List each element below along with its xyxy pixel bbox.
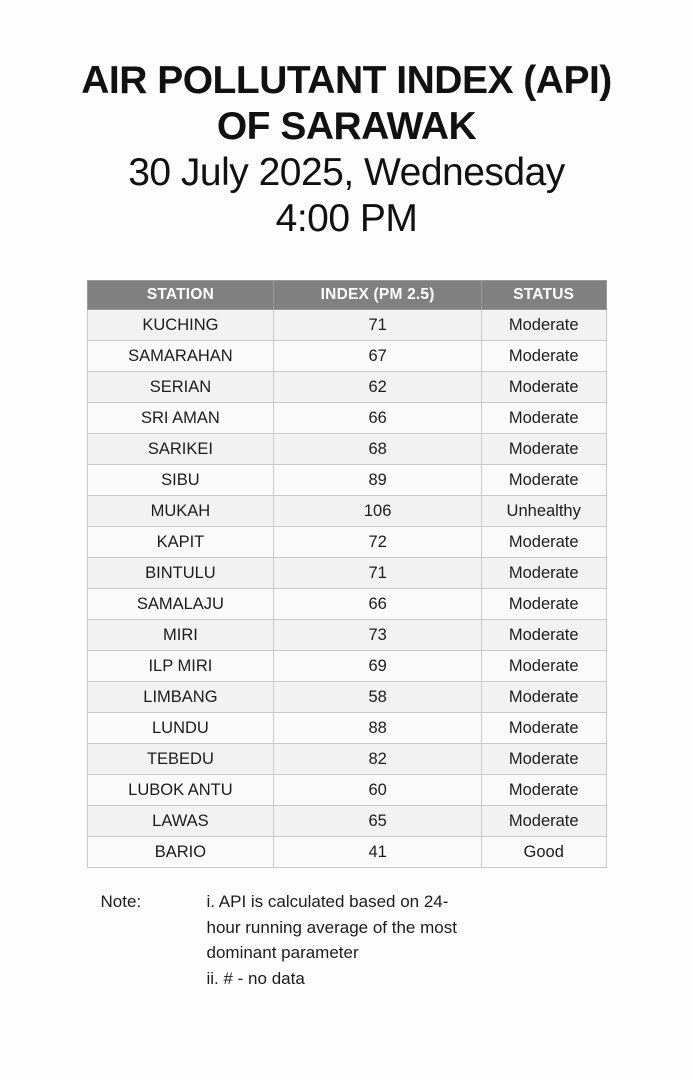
cell-index: 66 [274, 403, 482, 434]
table-row [87, 341, 606, 372]
table-row [87, 558, 606, 589]
cell-station: BINTULU [87, 558, 274, 589]
table-row [87, 589, 606, 620]
table-row [87, 620, 606, 651]
page-title [0, 0, 693, 242]
table-row [87, 682, 606, 713]
cell-index: 82 [274, 744, 482, 775]
table-row [87, 775, 606, 806]
title-date: 30 July 2025, Wednesday [128, 151, 565, 195]
table-row [87, 837, 606, 868]
table-row [87, 403, 606, 434]
note-line: i. API is calculated based on 24- [206, 892, 449, 912]
cell-station: SAMALAJU [87, 589, 274, 620]
cell-status: Unhealthy [481, 496, 606, 527]
cell-status: Moderate [481, 744, 606, 775]
cell-status: Good [481, 837, 606, 868]
column-header-index: INDEX (PM 2.5) [274, 281, 482, 310]
table-row [87, 310, 606, 341]
cell-station: ILP MIRI [87, 651, 274, 682]
cell-index: 60 [274, 775, 482, 806]
note-label: Note: [100, 892, 142, 912]
cell-station: SRI AMAN [87, 403, 274, 434]
table-row [87, 527, 606, 558]
cell-station: LIMBANG [87, 682, 274, 713]
cell-status: Moderate [481, 713, 606, 744]
cell-index: 89 [274, 465, 482, 496]
table-row [87, 713, 606, 744]
cell-status: Moderate [481, 682, 606, 713]
table-row [87, 496, 606, 527]
cell-status: Moderate [481, 341, 606, 372]
cell-status: Moderate [481, 589, 606, 620]
cell-index: 106 [274, 496, 482, 527]
column-header-station: STATION [87, 281, 274, 310]
cell-station: KUCHING [87, 310, 274, 341]
cell-status: Moderate [481, 403, 606, 434]
api-table-wrapper [87, 280, 607, 868]
cell-index: 71 [274, 558, 482, 589]
cell-status: Moderate [481, 775, 606, 806]
note-line: ii. # - no data [206, 968, 305, 988]
cell-index: 71 [274, 310, 482, 341]
cell-index: 65 [274, 806, 482, 837]
note-body [207, 890, 607, 993]
table-row [87, 434, 606, 465]
cell-status: Moderate [481, 620, 606, 651]
cell-station: SAMARAHAN [87, 341, 274, 372]
cell-index: 66 [274, 589, 482, 620]
table-body [87, 310, 606, 868]
cell-index: 69 [274, 651, 482, 682]
cell-status: Moderate [481, 310, 606, 341]
cell-status: Moderate [481, 372, 606, 403]
cell-station: LAWAS [87, 806, 274, 837]
title-time: 4:00 PM [275, 197, 418, 241]
table-row [87, 744, 606, 775]
note-block [87, 890, 607, 993]
table-row [87, 372, 606, 403]
api-table [87, 280, 607, 868]
cell-station: MIRI [87, 620, 274, 651]
cell-index: 72 [274, 527, 482, 558]
cell-station: SERIAN [87, 372, 274, 403]
cell-station: SARIKEI [87, 434, 274, 465]
cell-station: KAPIT [87, 527, 274, 558]
cell-status: Moderate [481, 527, 606, 558]
cell-index: 58 [274, 682, 482, 713]
cell-index: 73 [274, 620, 482, 651]
table-header-row [87, 281, 606, 310]
note-line: hour running average of the most [206, 917, 457, 937]
cell-status: Moderate [481, 465, 606, 496]
cell-index: 67 [274, 341, 482, 372]
table-row [87, 651, 606, 682]
cell-status: Moderate [481, 806, 606, 837]
cell-status: Moderate [481, 434, 606, 465]
note-line: dominant parameter [206, 943, 359, 963]
title-line-2: OF SARAWAK [216, 105, 477, 149]
table-row [87, 465, 606, 496]
cell-station: TEBEDU [87, 744, 274, 775]
cell-station: MUKAH [87, 496, 274, 527]
cell-station: LUNDU [87, 713, 274, 744]
column-header-status: STATUS [481, 281, 606, 310]
cell-index: 62 [274, 372, 482, 403]
cell-station: LUBOK ANTU [87, 775, 274, 806]
title-line-1: AIR POLLUTANT INDEX (API) [81, 59, 612, 102]
cell-index: 41 [274, 837, 482, 868]
cell-status: Moderate [481, 558, 606, 589]
cell-index: 88 [274, 713, 482, 744]
cell-status: Moderate [481, 651, 606, 682]
cell-index: 68 [274, 434, 482, 465]
table-row [87, 806, 606, 837]
cell-station: SIBU [87, 465, 274, 496]
cell-station: BARIO [87, 837, 274, 868]
